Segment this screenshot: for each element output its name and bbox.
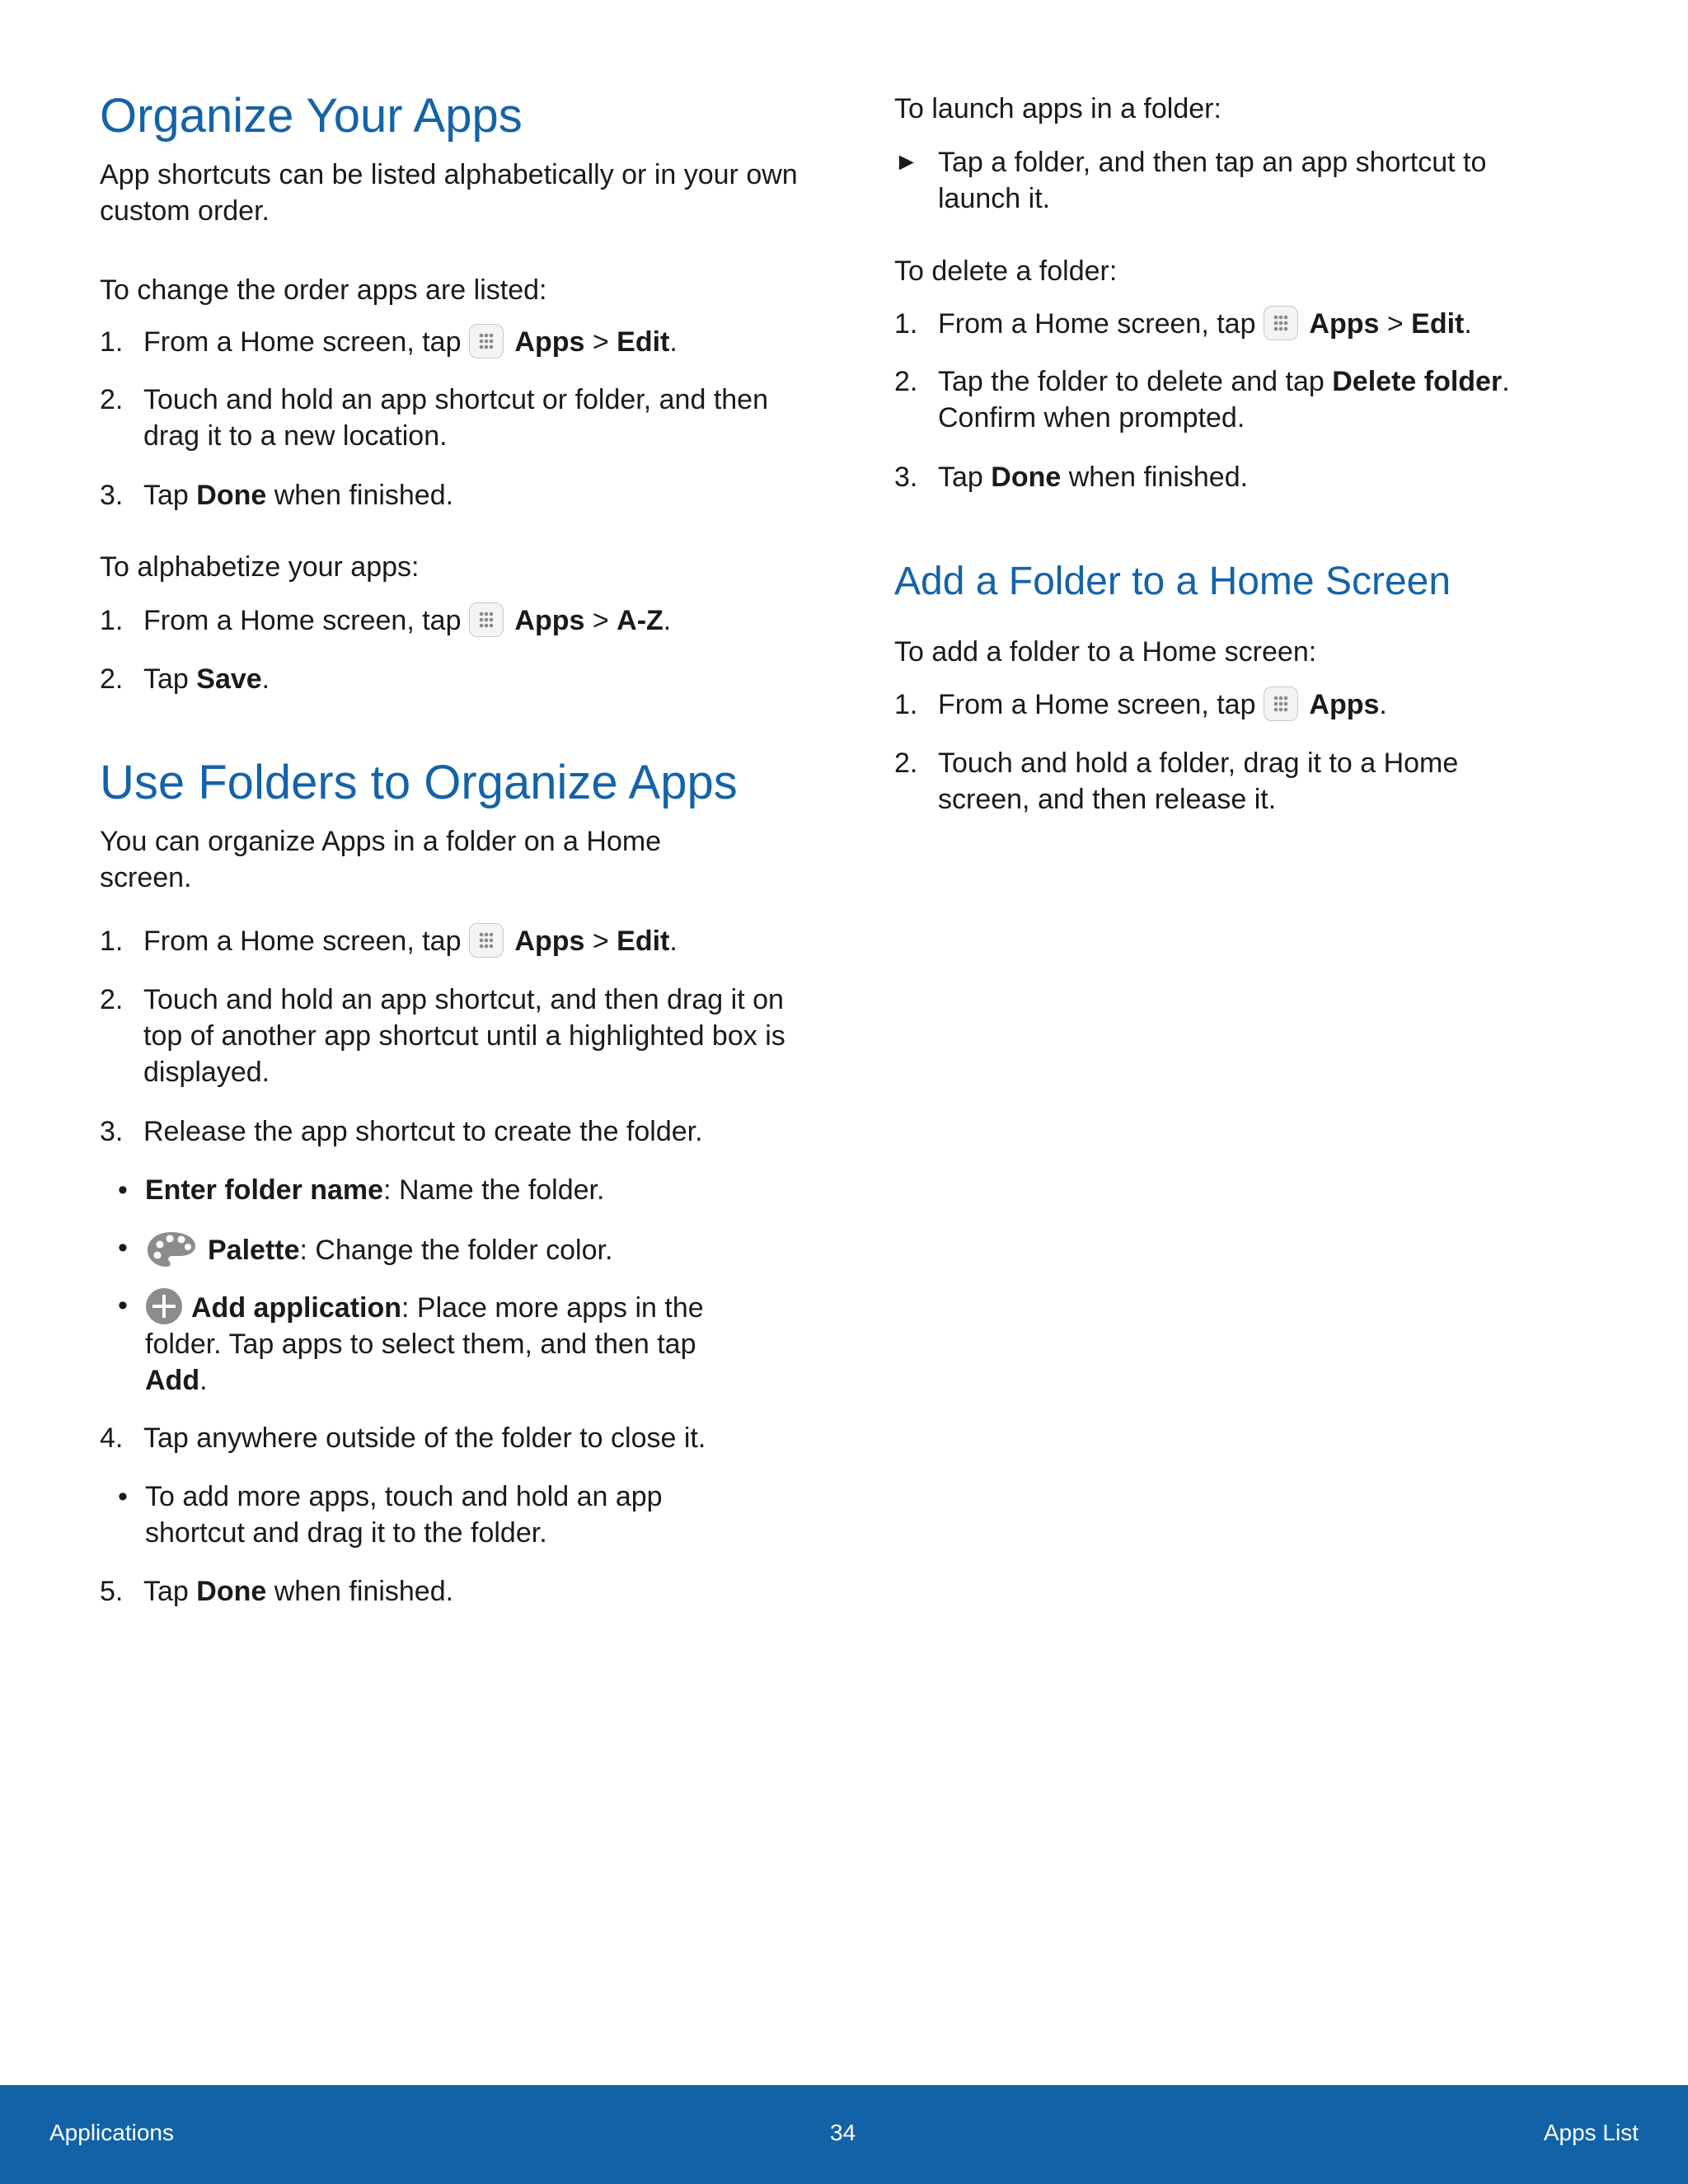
step-text: when finished. (266, 480, 454, 511)
step-text: Release the app shortcut to create the folder. (143, 1116, 703, 1147)
bold-apps: Apps (514, 326, 585, 358)
bold-apps: Apps (514, 605, 585, 636)
page-footer (0, 2085, 1688, 2184)
bullet-text: : Place more apps in the folder. Tap apps to select them, and then tap (145, 1292, 704, 1360)
heading-use-folders: Use Folders to Organize Apps (100, 756, 738, 809)
bullet-dot: • (118, 1232, 128, 1263)
step-punct: . (1379, 689, 1387, 720)
bold-apps: Apps (1309, 308, 1380, 340)
intro-paragraph: App shortcuts can be listed alphabetically or in your own custom order. (100, 159, 798, 227)
bold-edit: Edit (617, 326, 670, 358)
apps-grid-icon (469, 324, 504, 359)
palette-icon (145, 1230, 198, 1269)
step-punct: . (669, 926, 678, 957)
bullet-add-more-apps (118, 1479, 738, 1551)
bullet-text: : Name the folder. (383, 1174, 605, 1206)
bold-palette: Palette (208, 1235, 300, 1266)
apps-grid-icon (469, 602, 504, 637)
step-text: From a Home screen, tap (143, 326, 462, 358)
separator: > (584, 926, 617, 957)
step-text: Tap (143, 1576, 197, 1607)
footer-chapter-label: Apps List (1543, 2120, 1639, 2145)
folders-intro: You can organize Apps in a folder on a Home screen. (100, 826, 662, 893)
triangle-bullet-icon: ► (894, 148, 919, 176)
bold-edit: Edit (1411, 308, 1465, 340)
bold-a-z: A-Z (617, 605, 663, 636)
page-number: 34 (830, 2120, 856, 2145)
step-text: Touch and hold an app shortcut or folder, and then drag it to a new location. (143, 384, 768, 452)
step-number: 1. (100, 926, 124, 957)
step-number: 4. (100, 1422, 124, 1454)
alphabetize-label: To alphabetize your apps: (100, 551, 420, 583)
step-number: 2. (100, 384, 124, 415)
bullet-text: To add more apps, touch and hold an app shortcut and drag it to the folder. (145, 1481, 663, 1549)
bold-apps: Apps (1309, 689, 1380, 720)
bullet-text: : Change the folder color. (299, 1235, 613, 1266)
bullet-enter-folder-name (118, 1172, 605, 1208)
separator: > (1379, 308, 1412, 340)
add-folder-label: To add a folder to a Home screen: (894, 636, 1317, 668)
bullet-dot: • (118, 1481, 128, 1512)
step-number: 1. (100, 326, 124, 358)
step-text: when finished. (266, 1576, 454, 1607)
separator: > (584, 326, 617, 358)
step-punct: . (1464, 308, 1472, 340)
step-text: Tap (143, 480, 197, 511)
launch-label: To launch apps in a folder: (894, 93, 1221, 124)
bold-enter-folder-name: Enter folder name (145, 1174, 384, 1206)
step-number: 1. (100, 605, 124, 636)
step-text: From a Home screen, tap (938, 308, 1256, 340)
bold-done: Done (196, 480, 267, 511)
step-number: 1. (894, 308, 918, 340)
step-punct: . (261, 663, 270, 695)
bold-done: Done (991, 462, 1062, 493)
bullet-dot: • (118, 1174, 128, 1206)
bold-add: Add (145, 1365, 200, 1396)
step-text: From a Home screen, tap (143, 926, 462, 957)
bold-done: Done (196, 1576, 267, 1607)
bullet-text: Tap a folder, and then tap an app shortcut to launch it. (938, 147, 1487, 214)
step-text: Touch and hold a folder, drag it to a Home screen, and then release it. (938, 748, 1459, 815)
step-text: . Confirm when prompted. (938, 366, 1510, 434)
step-number: 1. (894, 689, 918, 720)
step-number: 2. (100, 663, 124, 695)
step-number: 3. (894, 462, 918, 493)
step-number: 3. (100, 480, 124, 511)
step-number: 2. (100, 984, 124, 1015)
bullet-palette (118, 1230, 613, 1269)
bullet-punct: . (199, 1365, 208, 1396)
step-text: Tap the folder to delete and tap (938, 366, 1333, 397)
bullet-add-application (118, 1287, 738, 1399)
step-number: 5. (100, 1576, 124, 1607)
step-text: Tap (143, 663, 197, 695)
bold-delete-folder: Delete folder (1332, 366, 1503, 397)
apps-grid-icon (1264, 687, 1298, 721)
bold-add-application: Add application (191, 1292, 401, 1324)
apps-grid-icon (469, 923, 504, 958)
step-punct: . (663, 605, 672, 636)
step-number: 2. (894, 366, 918, 397)
step-text: Touch and hold an app shortcut, and then drag it on top of another app shortcut until a highlighted box is displayed. (143, 984, 785, 1088)
step-text: when finished. (1061, 462, 1249, 493)
apps-grid-icon (1264, 306, 1298, 340)
bold-apps: Apps (514, 926, 585, 957)
heading-organize-your-apps: Organize Your Apps (100, 89, 523, 143)
separator: > (584, 605, 617, 636)
bold-edit: Edit (617, 926, 670, 957)
step-number: 3. (100, 1116, 124, 1147)
step-text: Tap (938, 462, 992, 493)
step-number: 2. (894, 748, 918, 779)
step-text: From a Home screen, tap (143, 605, 462, 636)
step-text: From a Home screen, tap (938, 689, 1256, 720)
step-punct: . (669, 326, 678, 358)
add-circle-icon (145, 1287, 183, 1325)
bold-save: Save (196, 663, 262, 695)
step-text: Tap anywhere outside of the folder to close it. (143, 1422, 706, 1454)
change-order-label: To change the order apps are listed: (100, 274, 547, 306)
bullet-dot: • (118, 1290, 128, 1321)
footer-section-label: Applications (49, 2120, 174, 2145)
heading-add-folder-home-screen: Add a Folder to a Home Screen (894, 560, 1451, 603)
delete-label: To delete a folder: (894, 255, 1118, 287)
